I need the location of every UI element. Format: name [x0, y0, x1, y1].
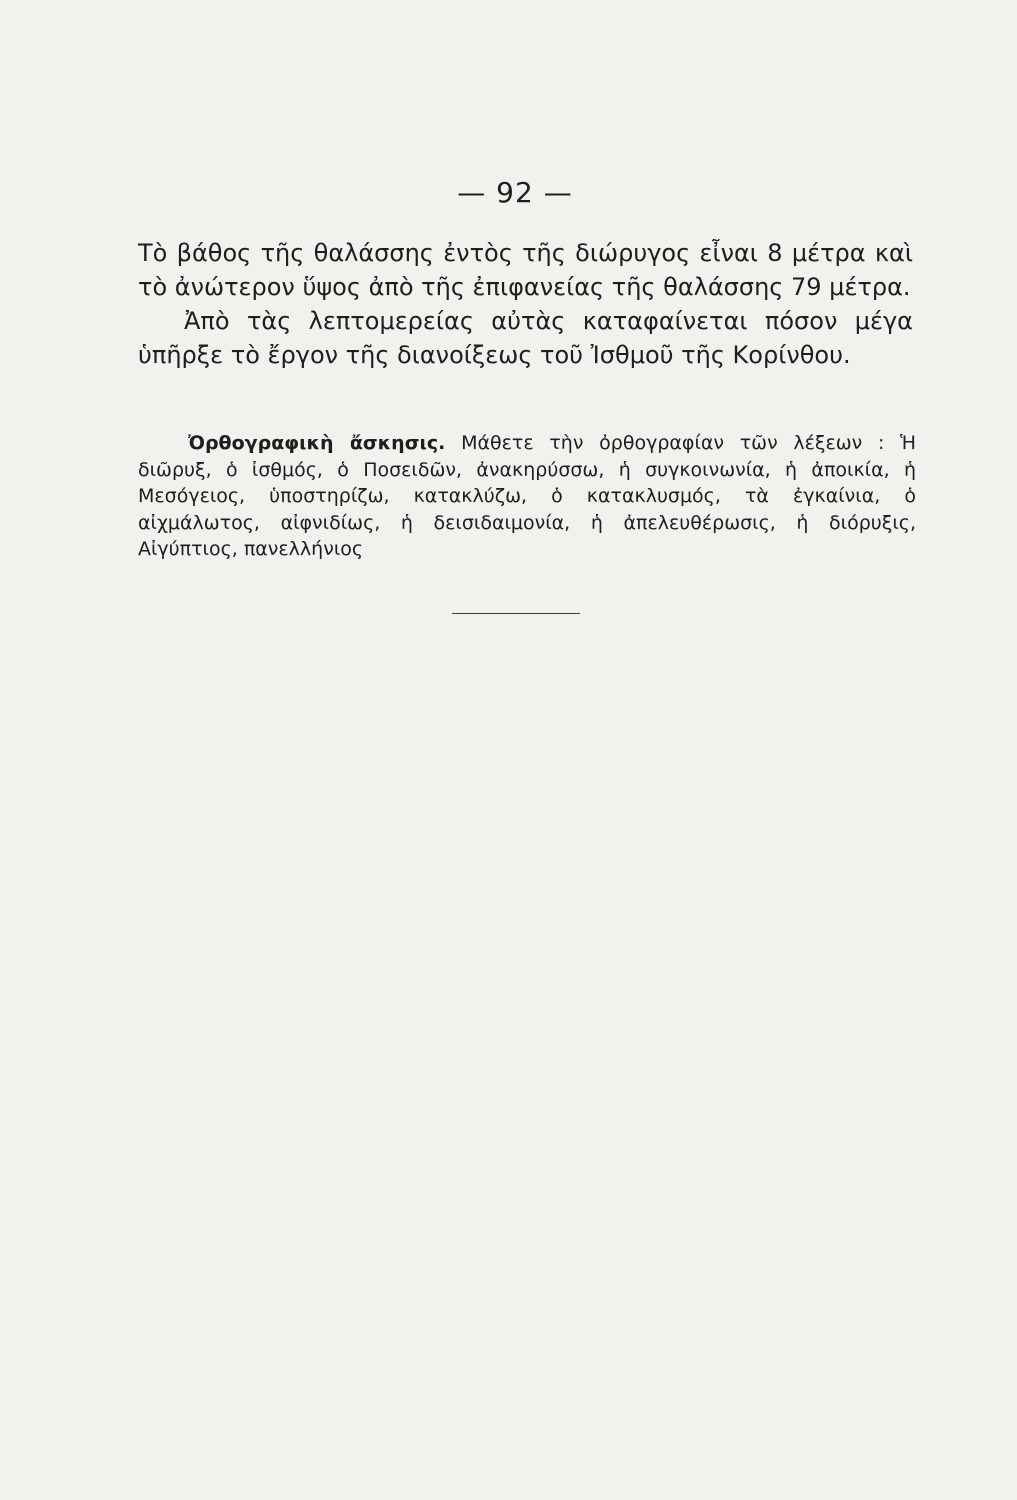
body-text — [138, 236, 913, 372]
page-number: — 92 — — [457, 176, 573, 209]
exercise-heading: Ὀρθογραφικὴ ἄσκησις. — [188, 432, 446, 454]
section-divider — [452, 613, 580, 614]
spelling-exercise — [138, 430, 916, 563]
paragraph-depth: Τὸ βάθος τῆς θαλάσσης ἐντὸς τῆς διώρυγος εἶναι 8 μέτρα καὶ τὸ ἀνώτερον ὕψος ἀπὸ τῆς ἐπιφανείας τῆς θαλάσσης 79 μέτρα. — [138, 239, 913, 301]
exercise-text: Μάθετε τὴν ὀρθογραφίαν τῶν λέξεων : Ἡ διῶρυξ, ὁ ἰσθμός, ὁ Ποσειδῶν, ἀνακηρύσσω, ἡ συγκοινωνία, ἡ ἀποικία, ἡ Μεσόγειος, ὑποστηρίζω, κατακλύζω, ὁ κατακλυσμός, τὰ ἐγκαίνια, ὁ αἰχμάλωτος, αἰφνιδίως, ἡ δεισιδαιμονία, ἡ ἀπελευθέρωσις, ἡ διόρυξις, Αἰγύπτιος, πανελλήνιος — [138, 432, 916, 560]
paragraph-conclusion: Ἀπὸ τὰς λεπτομερείας αὐτὰς καταφαίνεται πόσον μέγα ὑπῆρξε τὸ ἔργον τῆς διανοίξεως τοῦ Ἰσθμοῦ τῆς Κορίνθου. — [138, 307, 913, 369]
